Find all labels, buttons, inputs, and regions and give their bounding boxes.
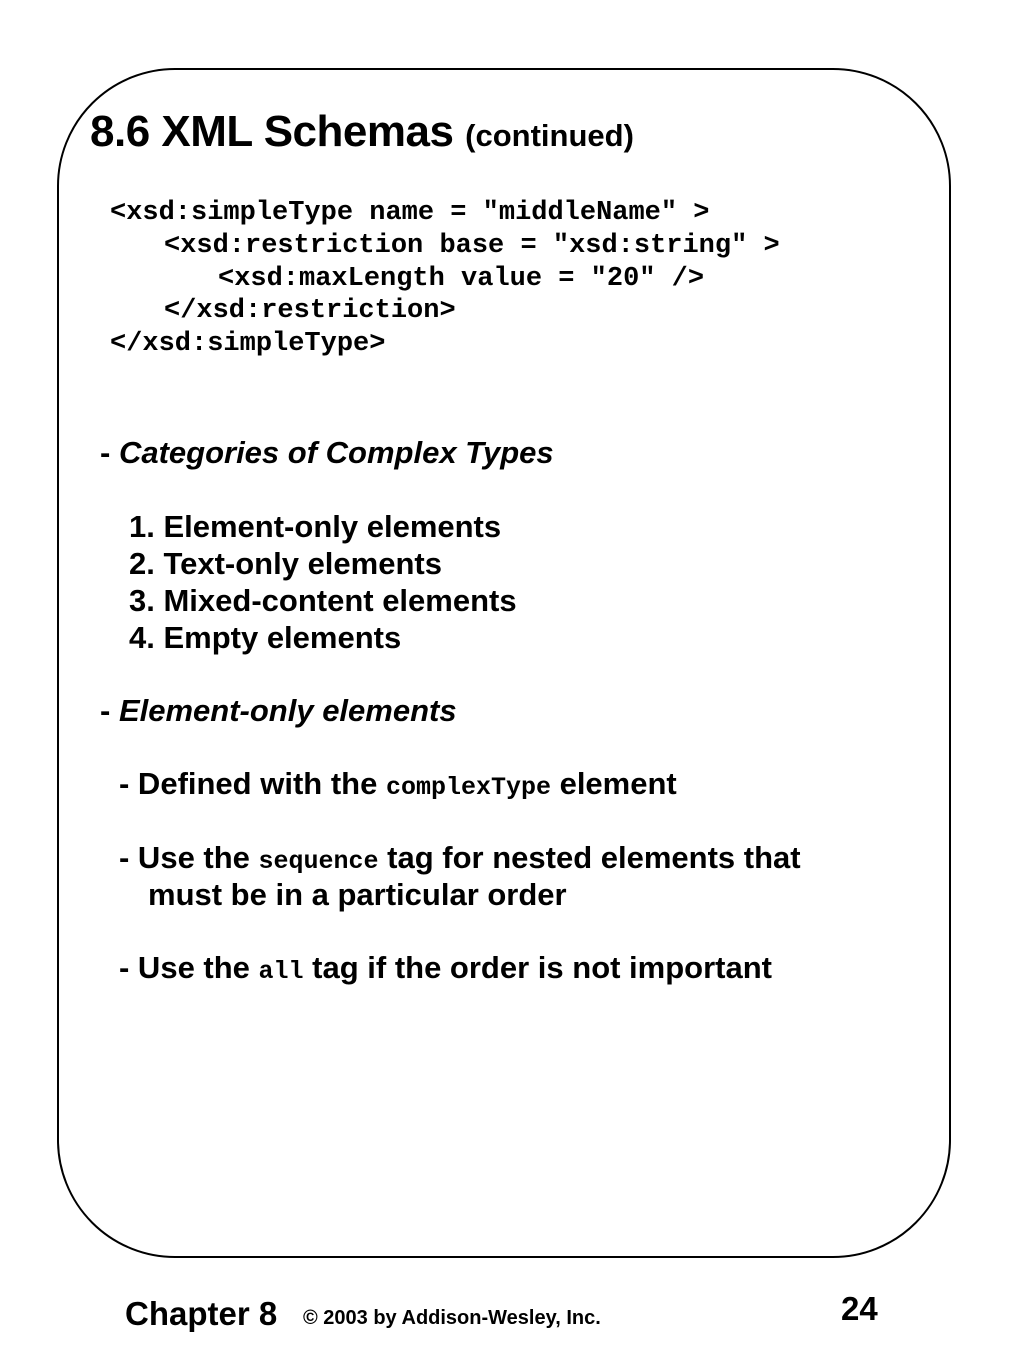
code-line: <xsd:restriction base = "xsd:string" > xyxy=(164,231,780,261)
bullet-text: - Defined with the xyxy=(119,766,386,801)
element-only-heading: Element-only elements xyxy=(118,693,457,728)
title-main: 8.6 XML Schemas xyxy=(90,107,454,156)
footer-copyright: © 2003 by Addison-Wesley, Inc. xyxy=(303,1307,601,1329)
list-item: 2. Text-only elements xyxy=(129,546,442,581)
code-line: </xsd:simpleType> xyxy=(110,329,386,359)
footer-chapter: Chapter 8 xyxy=(125,1295,278,1332)
bullet-sequence xyxy=(119,839,801,880)
bullet-sequence-continued: must be in a particular order xyxy=(148,877,567,912)
bullet-text: element xyxy=(550,766,677,801)
code-term: complexType xyxy=(385,773,551,802)
categories-heading: Categories of Complex Types xyxy=(118,435,554,470)
title-suffix: (continued) xyxy=(465,118,634,153)
code-line: </xsd:restriction> xyxy=(164,296,456,326)
bullet-text: tag for nested elements that xyxy=(378,840,801,875)
code-term: all xyxy=(258,957,304,986)
bullet-text: - Use the xyxy=(119,950,259,985)
page-number: 24 xyxy=(841,1290,878,1327)
code-line: <xsd:maxLength value = "20" /> xyxy=(218,264,705,294)
section-heading-categories xyxy=(100,434,554,471)
list-item: 1. Element-only elements xyxy=(129,509,502,544)
bullet-complextype xyxy=(119,765,677,806)
dash: - xyxy=(100,693,119,728)
bullet-all xyxy=(119,949,772,990)
section-heading-element-only xyxy=(100,692,457,729)
code-line: <xsd:simpleType name = "middleName" > xyxy=(110,198,710,228)
list-item: 4. Empty elements xyxy=(129,620,402,655)
dash: - xyxy=(100,435,119,470)
bullet-text: tag if the order is not important xyxy=(303,950,772,985)
bullet-text: - Use the xyxy=(119,840,259,875)
list-item: 3. Mixed-content elements xyxy=(129,583,517,618)
code-term: sequence xyxy=(258,847,379,876)
page-title xyxy=(90,106,634,162)
